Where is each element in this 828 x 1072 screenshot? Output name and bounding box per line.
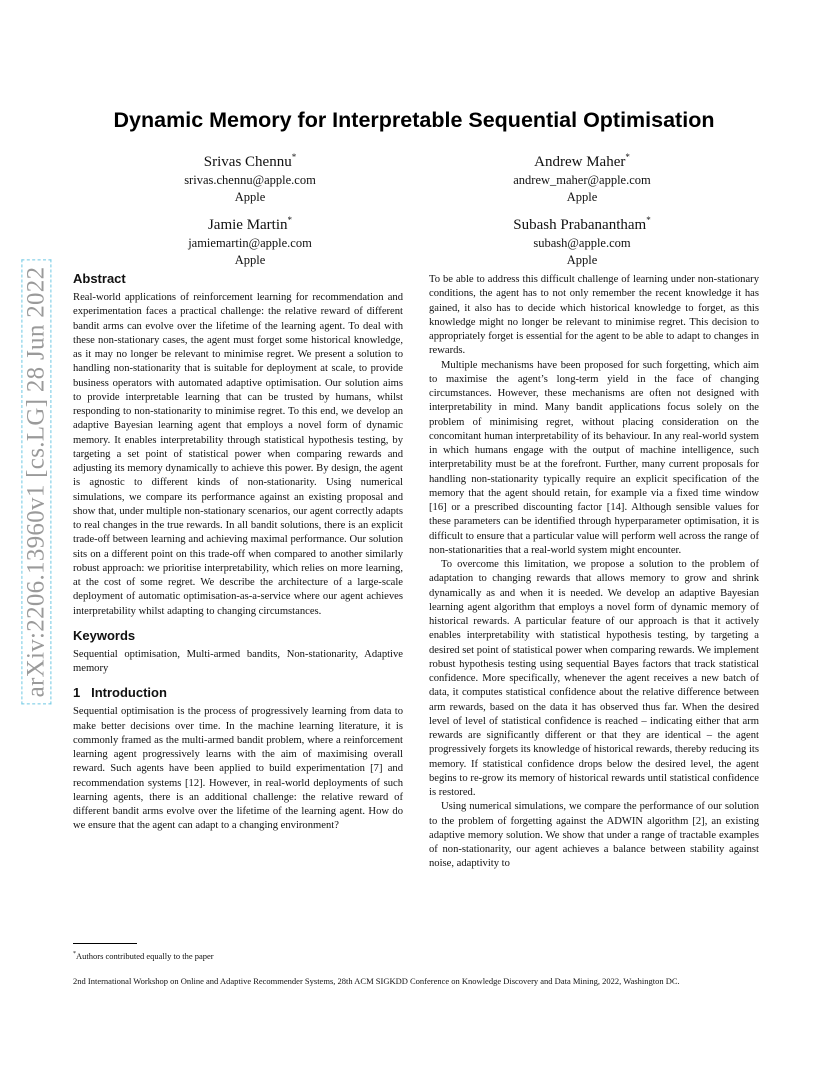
conference-footer: 2nd International Workshop on Online and Adaptive Recommender Systems, 28th ACM SIGKDD Conference on Knowledge Discovery and Data Mining, 2022, Washington DC. <box>73 976 680 986</box>
author-email: andrew_maher@apple.com <box>513 173 651 187</box>
section-heading-introduction: 1 Introduction <box>73 685 167 701</box>
keywords-heading: Keywords <box>73 627 136 643</box>
author-email: subash@apple.com <box>533 236 631 250</box>
arxiv-identifier: arXiv:2206.13960v1 [cs.LG] 28 Jun 2022 <box>21 260 51 705</box>
intro-paragraph: To overcome this limitation, we propose a solution to the problem of adaptation to changing rewards that allows memory to grow and shrink dynamically as and when it is needed. We develop an adaptive Bayesian learning agent algorithm that employs a novel form of dynamic memory of historical rewards. A particular feature of our approach is that it actively enables interpretability with statistical hypothesis testing, by targeting a desired set point of statistical power when comparing rewards. We implement robust hypothesis testing using sequential Bayes factors that track statistical confidence. More specifically, whenever the agent receives a new batch of data, it computes statistical confidence about the relative difference between arm rewards, based on the data it has observed thus far. When the desired level of level of statistical confidence is reached – indicating either that arm rewards are significantly different or that they are identical – the agent progressively forgets its knowledge of historical rewards, thereby reducing its memory. If statistical confidence drops below the desired level, the agent begins to re-grow its memory of historical rewards until statistical confidence is restored. <box>429 559 759 798</box>
author-block <box>452 211 712 268</box>
arxiv-stamp <box>20 262 52 702</box>
keywords-text: Sequential optimisation, Multi-armed bandits, Non-stationarity, Adaptive memory <box>73 648 403 674</box>
intro-paragraph: Sequential optimisation is the process of progressively learning from data to make better decisions over time. In the machine learning literature, it is commonly framed as the multi-armed bandit problem, where a reinforcement learning agent progressively learns with the aim of maximising overall reward. Such agents have been applied to build experimentation [7] and recommendation systems [12]. However, in real-world deployments of such learning agents, there is an additional challenge: the relative reward of different bandit arms evolve over the lifetime of the learning agent. How do we ensure that the agent can adapt to a changing environment? <box>73 706 403 832</box>
right-column <box>429 270 759 872</box>
author-name: Jamie Martin* <box>207 215 293 233</box>
left-column <box>73 270 403 834</box>
author-affiliation: Apple <box>234 252 266 267</box>
intro-paragraph: To be able to address this difficult challenge of learning under non-stationary conditions, the agent has to not only remember the recent knowledge it has gained, it also has to decide which historical knowledge to forget, as this knowledge might no longer be relevant to minimise regret. This decision to appropriately forget is essential for the agent to be able to adapt to changes in rewards. <box>429 274 759 357</box>
author-name: Andrew Maher* <box>534 152 630 170</box>
author-block <box>120 211 380 268</box>
intro-paragraph: Multiple mechanisms have been proposed for such forgetting, which aim to maximise the agent’s long-term yield in the face of changing circumstances. However, these mechanisms are often not designed with interpretability in mind. Many bandit applications focus solely on the problem of minimising regret, without placing consideration on the concomitant human interpretability of its behaviour. In any real-world system in which humans engage with the output of machine intelligence, such interpretability must be at the forefront. Further, many current proposals for handling non-stationarity typically require an explicit specification of the memory that the agent should retain, for example via a fixed time window [16] or a prescribed discounting factor [14]. Although sensible values for these parameters can be identified through hyperparameter optimisation, it is difficult to ensure that a particular value will perform well across the range of non-stationarities that a real-world system might encounter. <box>429 359 759 556</box>
intro-paragraph: Using numerical simulations, we compare the performance of our solution to the problem of forgetting against the ADWIN algorithm [2], an existing adaptive memory solution. We show that under a range of tractable examples of non-stationarity, our agent achieves a balance between stability against noise, adaptivity to <box>429 801 759 870</box>
author-name: Srivas Chennu* <box>203 152 297 170</box>
footnote: *Authors contributed equally to the paper <box>73 950 214 961</box>
author-affiliation: Apple <box>566 189 598 204</box>
author-affiliation: Apple <box>234 189 266 204</box>
author-affiliation: Apple <box>566 252 598 267</box>
author-block <box>120 148 380 205</box>
author-email: jamiemartin@apple.com <box>188 236 312 250</box>
author-block <box>452 148 712 205</box>
paper-title: Dynamic Memory for Interpretable Sequential Optimisation <box>113 108 715 132</box>
footnote-rule <box>73 943 137 944</box>
author-name: Subash Prabanantham* <box>513 215 651 233</box>
author-email: srivas.chennu@apple.com <box>184 173 316 187</box>
abstract-text: Real-world applications of reinforcement learning for recommendation and experimentation faces a practical challenge: the relative reward of different bandit arms can evolve over the lifetime of the learning agent. To deal with these non-stationary cases, the agent must forget some historical knowledge, as it may no longer be relevant to minimise regret. We present a solution to handling non-stationarity that is suitable for deployment at scale, to provide business operators with automated adaptive optimisation. Our solution aims to provide interpretable learning that can be trusted by humans, whilst responding to non-stationarity to minimise regret. To this end, we develop an adaptive Bayesian learning agent that employs a novel form of dynamic memory. It enables interpretability through statistical hypothesis testing, by targeting a set point of statistical power when comparing rewards and adjusting its memory dynamically to achieve this power. By design, the agent is agnostic to different kinds of non-stationarity. Using numerical simulations, we compare its performance against an existing proposal and show that, under multiple non-stationary scenarios, our agent correctly adapts to real changes in the true rewards. In all bandit solutions, there is an explicit trade-off between learning and achieving maximal performance. Our solution sits on a different point on this trade-off when compared to another similarly robust approach: we prioritise interpretability, which relies on more learning, at the cost of some regret. We describe the architecture of a large-scale deployment of automatic optimisation-as-a-service where our agent achieves interpretability whilst adapting to changing circumstances. <box>73 292 403 617</box>
abstract-heading: Abstract <box>73 271 126 286</box>
